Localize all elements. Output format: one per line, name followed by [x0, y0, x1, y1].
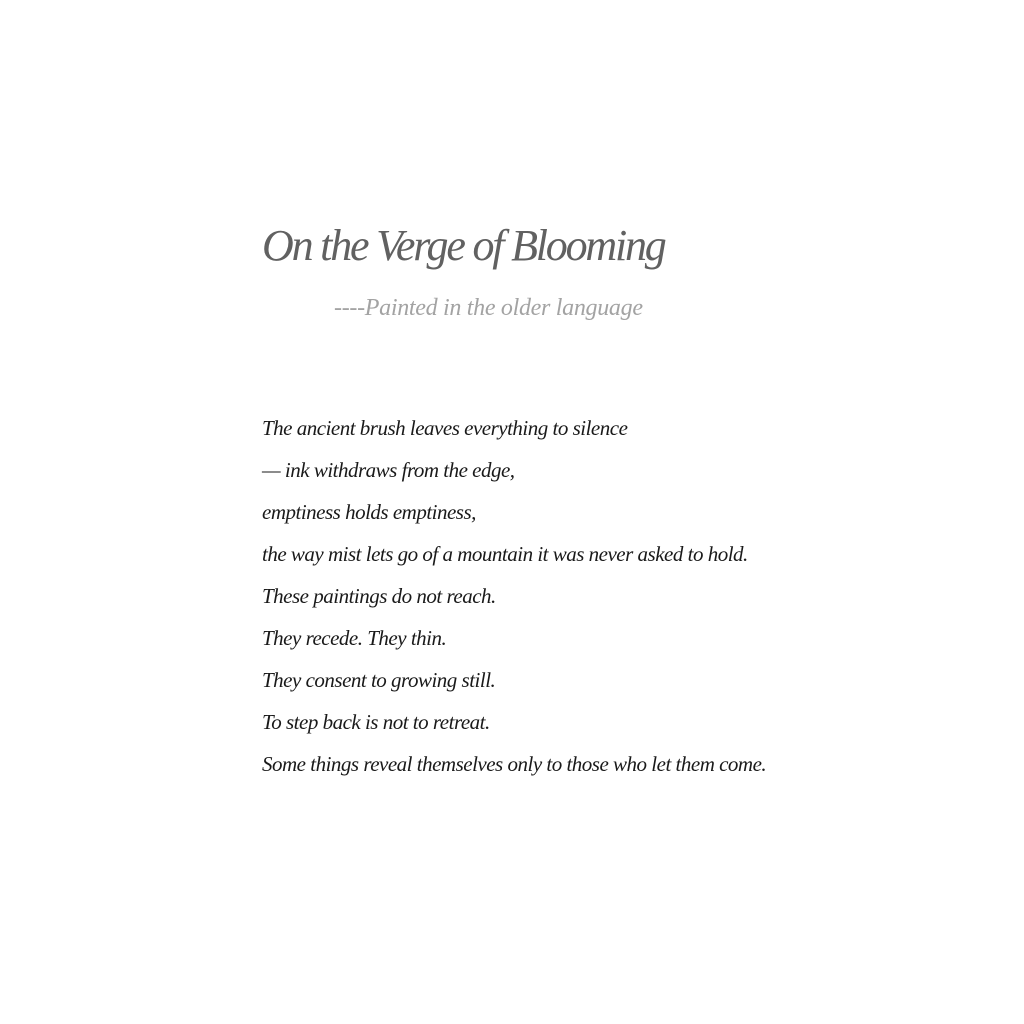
poem-body — [262, 412, 766, 790]
poem-line: emptiness holds emptiness, — [262, 500, 476, 524]
poem-line: the way mist lets go of a mountain it was never asked to hold. — [262, 542, 748, 566]
page-title: On the Verge of Blooming — [262, 221, 665, 270]
poem-line: These paintings do not reach. — [262, 584, 496, 608]
poem-line: To step back is not to retreat. — [262, 710, 490, 734]
poem-line: Some things reveal themselves only to those who let them come. — [262, 752, 767, 776]
poem-line: They consent to growing still. — [262, 668, 496, 692]
poem-line: The ancient brush leaves everything to silence — [262, 416, 628, 440]
poem-line: — ink withdraws from the edge, — [262, 458, 515, 482]
page-subtitle: ----Painted in the older language — [334, 295, 643, 321]
poem-line: They recede. They thin. — [262, 626, 447, 650]
